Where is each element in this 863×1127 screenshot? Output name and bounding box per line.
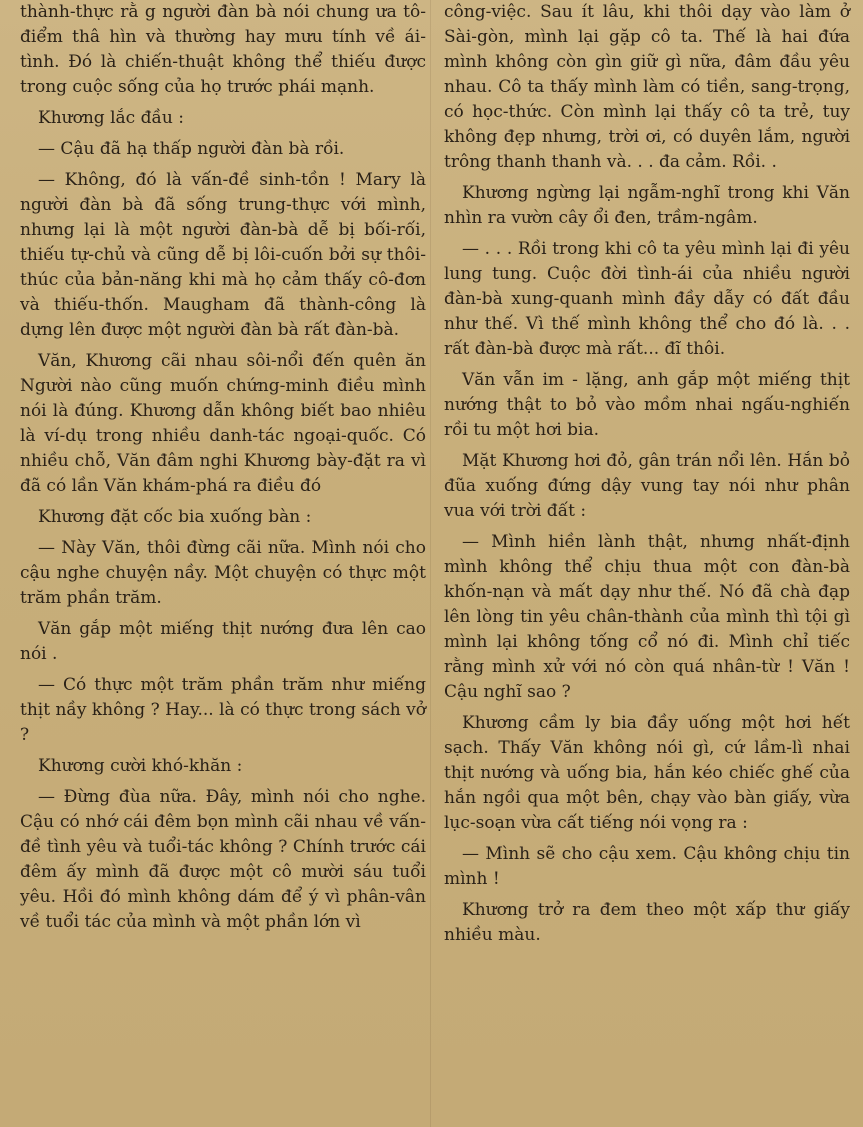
paragraph: — Mình hiền lành thật, nhưng nhất-định mình không thể chịu thua một con đàn-bà khốn-nạn và mất dạy như thế. Nó đã chà đạp lên lòng tin yêu chân-thành của mình thì tội gì mình lại không tống cổ nó đi. Mình chỉ tiếc rằng mình xử với nó còn quá nhân-từ ! Văn ! Cậu nghĩ sao ? xyxy=(444,532,850,702)
paragraph: — Này Văn, thôi đừng cãi nữa. Mình nói cho cậu nghe chuyện nầy. Một chuyện có thực một trăm phần trăm. xyxy=(20,538,426,608)
paragraph: Văn, Khương cãi nhau sôi-nổi đến quên ăn Người nào cũng muốn chứng-minh điều mình nói là đúng. Khương dẫn không biết bao nhiêu là ví-dụ trong nhiều danh-tác ngoại-quốc. Có nhiều chỗ, Văn đâm nghi Khương bày-đặt ra vì đã có lần Văn khám-phá ra điều đó xyxy=(20,351,426,496)
paragraph: Khương lắc đầu : xyxy=(38,108,184,128)
paragraph: công-việc. Sau ít lâu, khi thôi dạy vào làm ở Sài-gòn, mình lại gặp cô ta. Thế là hai đứa mình không còn gìn giữ gì nữa, đâm đầu yêu nhau. Cô ta thấy mình làm có tiền, sang-trọng, có học-thức. Còn mình lại thấy cô ta trẻ, tuy không đẹp nhưng, trời ơi, có duyên lắm, người trông thanh thanh và. . . đa cảm. Rồi. . xyxy=(444,2,850,172)
paragraph: Khương ngừng lại ngẫm-nghĩ trong khi Văn nhìn ra vườn cây ổi đen, trầm-ngâm. xyxy=(444,183,850,228)
paragraph: Khương cầm ly bia đầy uống một hơi hết sạch. Thấy Văn không nói gì, cứ lầm-lì nhai thịt nướng và uống bia, hắn kéo chiếc ghế của hắn ngồi qua một bên, chạy vào bàn giấy, vừa lục-soạn vừa cất tiếng nói vọng ra : xyxy=(444,713,850,833)
paragraph: — Có thực một trăm phần trăm như miếng thịt nầy không ? Hay... là có thực trong sách vở ? xyxy=(20,675,426,745)
column-divider xyxy=(430,0,431,1127)
paragraph: Văn gắp một miếng thịt nướng đưa lên cao nói . xyxy=(20,619,426,664)
paragraph: Khương đặt cốc bia xuống bàn : xyxy=(38,507,312,527)
paragraph: — Mình sẽ cho cậu xem. Cậu không chịu tin mình ! xyxy=(444,844,850,889)
paragraph: Mặt Khương hơi đỏ, gân trán nổi lên. Hắn bỏ đũa xuống đứng dậy vung tay nói như phân vua với trời đất : xyxy=(444,451,850,521)
paragraph: Văn vẫn im - lặng, anh gắp một miếng thịt nướng thật to bỏ vào mồm nhai ngấu-nghiến rồi tu một hơi bia. xyxy=(444,370,850,440)
paragraph: — Đừng đùa nữa. Đây, mình nói cho nghe. Cậu có nhớ cái đêm bọn mình cãi nhau về vấn-đề tình yêu và tuổi-tác không ? Chính trước cái đêm ấy mình đã được một cô mười sáu tuổi yêu. Hồi đó mình không dám để ý vì phân-vân về tuổi tác của mình và một phần lớn vì xyxy=(20,787,426,932)
paragraph: Khương cười khó-khăn : xyxy=(38,756,243,776)
paragraph: — Không, đó là vấn-đề sinh-tồn ! Mary là người đàn bà đã sống trung-thực với mình, nhưng lại là một người đàn-bà dễ bị bối-rối, thiếu tự-chủ và cũng dễ bị lôi-cuốn bởi sự thôi-thúc của bản-năng khi mà họ cảm thấy cô-đơn và thiếu-thốn. Maugham đã thành-công là dựng lên được một người đàn bà rất đàn-bà. xyxy=(20,170,426,340)
left-column xyxy=(20,0,426,1127)
right-column xyxy=(444,0,850,1127)
paragraph: — Cậu đã hạ thấp người đàn bà rồi. xyxy=(38,139,345,159)
paragraph: — . . . Rồi trong khi cô ta yêu mình lại đi yêu lung tung. Cuộc đời tình-ái của nhiều người đàn-bà xung-quanh mình đầy dẫy có đất đầu như thế. Vì thế mình không thể cho đó là. . . rất đàn-bà được mà rất... đĩ thôi. xyxy=(444,239,850,359)
paragraph: Khương trở ra đem theo một xấp thư giấy nhiều màu. xyxy=(444,900,850,945)
paragraph: thành-thực rằ g người đàn bà nói chung ưa tô-điểm thâ hìn và thường hay mưu tính về ái-tình. Đó là chiến-thuật không thể thiếu được trong cuộc sống của họ trước phái mạnh. xyxy=(20,2,426,97)
